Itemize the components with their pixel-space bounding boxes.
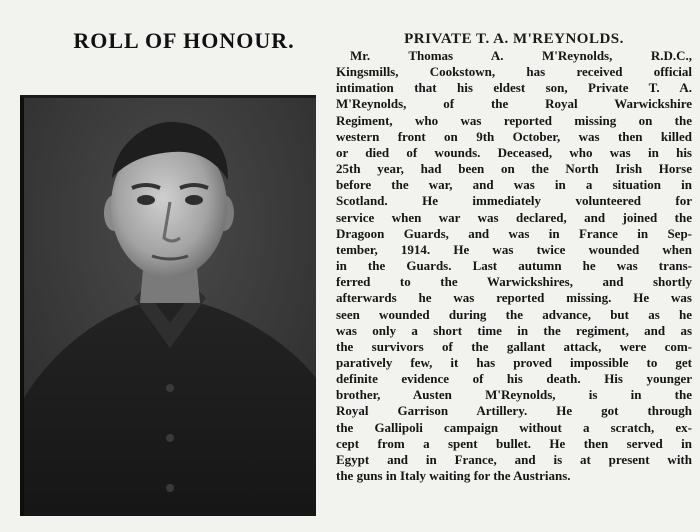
article-line: western front on 9th October, was then killed: [336, 128, 692, 144]
article-line: tember, 1914. He was twice wounded when: [336, 241, 692, 257]
portrait-image: [24, 98, 316, 516]
soldier-portrait-photo: [20, 95, 316, 516]
article-line: Dragoon Guards, and was in France in Sep-: [336, 225, 692, 241]
article-line: brother, Austen M'Reynolds, is in the: [336, 387, 692, 403]
article-line: or died of wounds. Deceased, who was in his: [336, 144, 692, 160]
article-line: definite evidence of his death. His younger: [336, 371, 692, 387]
article-line: Royal Garrison Artillery. He got through: [336, 403, 692, 419]
article-line: M'Reynolds, of the Royal Warwickshire: [336, 96, 692, 112]
article-line: the guns in Italy waiting for the Austrians.: [336, 468, 571, 484]
article-line: the Gallipoli campaign without a scratch, ex-: [336, 419, 692, 435]
article-line: in the Guards. Last autumn he was trans-: [336, 258, 692, 274]
article-line: before the war, and was in a situation in: [336, 177, 692, 193]
article-line: paratively few, it has proved impossible to get: [336, 354, 692, 370]
article-line: Regiment, who was reported missing on the: [336, 112, 692, 128]
article-line: 25th year, had been on the North Irish Horse: [336, 161, 692, 177]
article-line: Kingsmills, Cookstown, has received official: [336, 64, 692, 80]
article-line: afterwards he was reported missing. He was: [336, 290, 692, 306]
article-line: cept from a spent bullet. He then served in: [336, 435, 692, 451]
article-line: Scotland. He immediately volunteered for: [336, 193, 692, 209]
article-line: was only a short time in the regiment, and as: [336, 322, 692, 338]
article-line: Mr. Thomas A. M'Reynolds, R.D.C.,: [350, 48, 692, 63]
article-body: [336, 48, 692, 484]
article-line: the survivors of the gallant attack, were com-: [336, 338, 692, 354]
article-line: service when war was declared, and joined the: [336, 209, 692, 225]
roll-of-honour-heading: ROLL OF HONOUR.: [73, 28, 295, 53]
article-line: seen wounded during the advance, but as he: [336, 306, 692, 322]
article-line: intimation that his eldest son, Private T. A.: [336, 80, 692, 96]
article-line: Egypt and in France, and is at present with: [336, 451, 692, 467]
article-line: ferred to the Warwickshires, and shortly: [336, 274, 692, 290]
article-title: PRIVATE T. A. M'REYNOLDS.: [404, 31, 624, 47]
